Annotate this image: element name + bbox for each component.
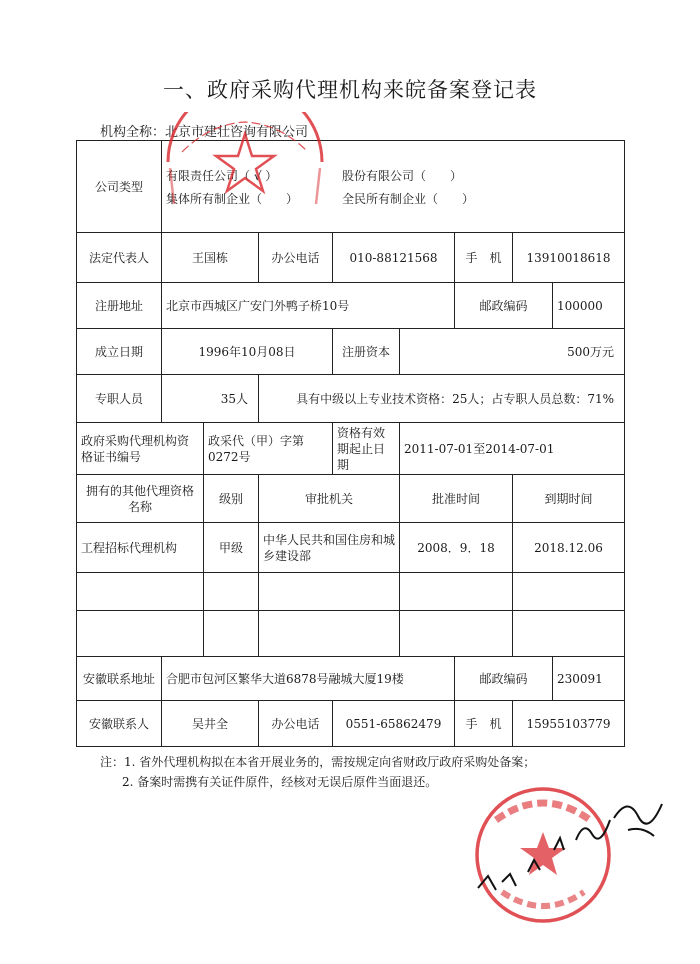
anhui-contact-row: [77, 701, 625, 747]
note-1: 注：1. 省外代理机构拟在本省开展业务的，需按规定向省财政厅政府采购处备案；: [100, 755, 536, 769]
staff-qualification-detail: 具有中级以上专业技术资格：25人；占专职人员总数：71%: [259, 375, 625, 423]
qual-level: 甲级: [204, 523, 259, 573]
qual-header-authority: 审批机关: [259, 475, 400, 523]
qual-header-expiry-date: 到期时间: [513, 475, 625, 523]
org-full-name: 机构全称：北京市建壮咨询有限公司: [100, 125, 309, 140]
found-date-label: 成立日期: [77, 329, 162, 375]
qual-expiry-date: [513, 611, 625, 657]
reg-address-value: 北京市西城区广安门外鸭子桥10号: [162, 283, 455, 329]
certificate-row: [77, 423, 625, 475]
staff-row: [77, 375, 625, 423]
reg-capital-value: 500万元: [400, 329, 625, 375]
reg-address-row: [77, 283, 625, 329]
type-option-state-owned: 全民所有制企业（ ）: [342, 191, 475, 206]
qual-approval-date: [400, 611, 513, 657]
anhui-office-phone-label: 办公电话: [259, 701, 333, 747]
company-type-label: 公司类型: [77, 141, 162, 233]
staff-label: 专职人员: [77, 375, 162, 423]
qual-header-approval-date: 批准时间: [400, 475, 513, 523]
handwritten-signature-icon: [468, 790, 668, 900]
qual-authority: [259, 611, 400, 657]
anhui-contact-label: 安徽联系人: [77, 701, 162, 747]
qual-header-level: 级别: [204, 475, 259, 523]
qual-expiry-date: 2018.12.06: [513, 523, 625, 573]
qual-name: [77, 573, 204, 611]
mobile-label: 手 机: [455, 233, 513, 283]
company-type-row: [77, 141, 625, 233]
other-quals-header-row: [77, 475, 625, 523]
table-row: [77, 611, 625, 657]
staff-count: 35人: [162, 375, 259, 423]
cert-number: 政采代（甲）字第 0272号: [204, 423, 333, 475]
anhui-mobile-value: 15955103779: [513, 701, 625, 747]
table-row: [77, 573, 625, 611]
anhui-office-phone-value: 0551-65862479: [333, 701, 455, 747]
legal-rep-row: [77, 233, 625, 283]
anhui-contact-name: 吴井全: [162, 701, 259, 747]
anhui-address-label: 安徽联系地址: [77, 657, 162, 701]
table-row: [77, 523, 625, 573]
qual-approval-date: [400, 573, 513, 611]
qual-level: [204, 611, 259, 657]
reg-postcode-label: 邮政编码: [455, 283, 553, 329]
office-phone-label: 办公电话: [259, 233, 333, 283]
anhui-mobile-label: 手 机: [455, 701, 513, 747]
anhui-postcode-label: 邮政编码: [455, 657, 553, 701]
anhui-postcode-value: 230091: [553, 657, 625, 701]
cert-label: 政府采购代理机构资格证书编号: [77, 423, 204, 475]
reg-postcode-value: 100000: [553, 283, 625, 329]
qual-expiry-date: [513, 573, 625, 611]
legal-rep-label: 法定代表人: [77, 233, 162, 283]
anhui-address-value: 合肥市包河区繁华大道6878号融城大厦19楼: [162, 657, 455, 701]
cert-valid-range: 2011-07-01至2014-07-01: [400, 423, 625, 475]
found-date-value: 1996年10月08日: [162, 329, 333, 375]
qual-authority: 中华人民共和国住房和城乡建设部: [259, 523, 400, 573]
mobile-value: 13910018618: [513, 233, 625, 283]
reg-address-label: 注册地址: [77, 283, 162, 329]
company-seal-icon: [160, 112, 330, 218]
type-option-limited: 有限责任公司（ √ ）: [166, 168, 278, 183]
anhui-address-row: [77, 657, 625, 701]
note-2: 2. 备案时需携有关证件原件，经核对无误后原件当面退还。: [122, 775, 438, 789]
qual-authority: [259, 573, 400, 611]
registration-form: [76, 140, 625, 747]
type-option-collective: 集体所有制企业（ ）: [166, 191, 299, 206]
qual-level: [204, 573, 259, 611]
office-phone-value: 010-88121568: [333, 233, 455, 283]
legal-rep-name: 王国栋: [162, 233, 259, 283]
type-option-joint-stock: 股份有限公司（ ）: [342, 168, 463, 183]
qual-name: 工程招标代理机构: [77, 523, 204, 573]
qual-approval-date: 2008．9．18: [400, 523, 513, 573]
qual-header-name: 拥有的其他代理资格名称: [77, 475, 204, 523]
reg-capital-label: 注册资本: [333, 329, 400, 375]
cert-valid-label: 资格有效期起止日期: [333, 423, 400, 475]
qual-name: [77, 611, 204, 657]
founding-row: [77, 329, 625, 375]
page-title: 一、政府采购代理机构来皖备案登记表: [163, 78, 537, 102]
